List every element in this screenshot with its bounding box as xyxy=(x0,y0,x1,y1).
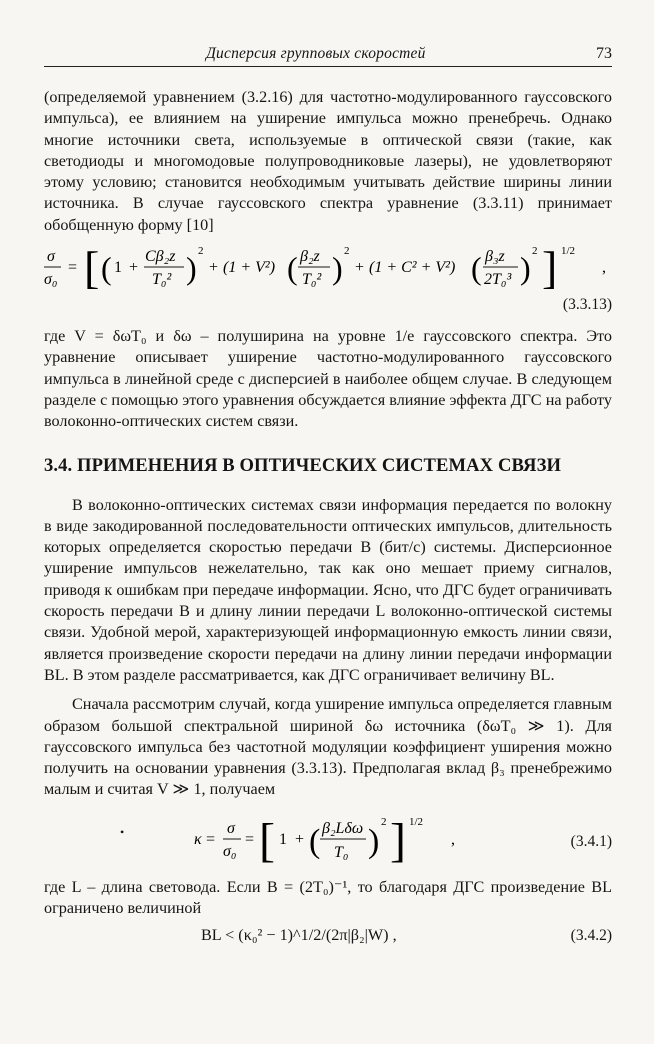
paragraph-intro: (определяемой уравнением (3.2.16) для частотно-модулированного гауссовского импульса), ее влиянием на уширение импульса можно пренебречь. Однако многие источники света, используемые в оптической связи (такие, как светодиоды и многомодовые полупроводниковые лазеры), не удовлетворяют этому условию; становится необходимым учитывать действие ширины линии источника. В случае гауссовского спектра уравнение (3.3.11) принимает обобщенную форму [10] xyxy=(44,88,612,234)
eq2-den: T₀ xyxy=(334,843,349,861)
running-head xyxy=(44,44,612,67)
eq1-term3-coef: (1 + C² + V²) xyxy=(369,259,456,277)
eq1-left-bracket: [ xyxy=(84,242,100,294)
section-heading: 3.4. ПРИМЕНЕНИЯ В ОПТИЧЕСКИХ СИСТЕМАХ СВЯЗИ xyxy=(44,454,562,476)
eq2-right-bracket: ] xyxy=(390,813,406,867)
eq1-term2-num: β₂z xyxy=(300,248,320,266)
eq2-plus: + xyxy=(295,830,305,848)
equation-number-3-3-13: (3.3.13) xyxy=(562,296,612,314)
eq1-term2-sq: 2 xyxy=(344,245,350,258)
eq2-paren-close: ) xyxy=(368,822,380,860)
eq1-term3-den: 2T₀³ xyxy=(484,271,512,289)
eq1-term1-num: Cβ₂z xyxy=(145,248,176,266)
eq1-plus-1: + xyxy=(129,259,139,277)
equation-3-4-2-formula: BL < (κ₀² − 1)^1/2/(2π|β₂|W) , xyxy=(201,926,397,945)
eq1-lhs-den: σ₀ xyxy=(44,271,58,289)
stray-mark: • xyxy=(120,824,125,839)
equation-3-4-1-formula xyxy=(194,809,614,871)
book-page xyxy=(0,44,654,1044)
paragraph-first-case: Сначала рассмотрим случай, когда уширение импульса определяется главным образом большой спектральной шириной δω источника (δωT₀ ≫ 1). Для гауссовского импульса без частотной модуляции коэффициент уширения можно получить на основании уравнения (3.3.13). Предполагая вклад β₃ пренебрежимо малым и считая V ≫ 1, получаем xyxy=(44,695,612,799)
eq1-term1-sq: 2 xyxy=(198,245,204,258)
eq1-paren-close-3: ) xyxy=(520,250,531,287)
paragraph-explanation: где V = δωT₀ и δω – полуширина на уровне 1/e гауссовского спектра. Это уравнение описывает уширение частотно-модулированного гауссовского импульса в линейной среде с дисперсией в наиболее общем случае. В следующем разделе с помощью этого уравнения обсуждается влияние эффекта ДГС на работу волоконно-оптических систем связи. xyxy=(44,327,612,431)
equation-3-3-13 xyxy=(44,240,612,296)
eq1-term2-den: T₀² xyxy=(302,271,322,289)
equation-3-4-2 xyxy=(44,924,612,950)
eq1-term3-sq: 2 xyxy=(532,245,538,258)
eq2-comma: , xyxy=(451,830,455,848)
equation-3-3-13-number-row xyxy=(44,296,612,318)
eq2-left-bracket: [ xyxy=(259,813,275,867)
paragraph-length: где L – длина световода. Если B = (2T₀)⁻¹, то благодаря ДГС произведение BL ограничено величиной xyxy=(44,877,612,918)
running-title: Дисперсия групповых скоростей xyxy=(206,45,426,62)
paragraph-systems: В волоконно-оптических системах связи информация передается по волокну в виде закодированной последовательности оптических импульсов, длительность которых определяется скоростью передачи B (бит/с) системы. Дисперсионное уширение импульсов нежелательно, так как оно мешает приему сигналов, приводя к ошибкам при передаче информации. Ясно, что ДГС будет ограничивать скорость передачи B и длину линии передачи L волоконно-оптической системы связи. Удобной мерой, характеризующей информационную емкость линии связи, является произведение скорости передачи на длину линии передачи информации BL. В этом разделе рассматривается, как ДГС ограничивает величину BL. xyxy=(44,495,612,684)
eq1-paren-close-1: ) xyxy=(186,250,197,287)
equation-3-4-1 xyxy=(44,809,612,871)
eq1-paren-open-2: ( xyxy=(287,250,298,287)
eq2-equals-2: = xyxy=(245,830,255,848)
eq1-comma: , xyxy=(602,259,606,277)
eq2-equals-1: = xyxy=(206,830,216,848)
eq1-right-bracket: ] xyxy=(542,242,558,294)
eq2-kappa: κ xyxy=(194,830,202,848)
page-number: 73 xyxy=(596,45,612,62)
equation-3-3-13-formula xyxy=(44,240,612,296)
eq2-one: 1 xyxy=(279,830,287,848)
eq1-term3-num: β₃z xyxy=(485,248,505,266)
eq1-paren-open-1: ( xyxy=(101,250,112,287)
eq1-paren-open-3: ( xyxy=(471,250,482,287)
eq1-term1-den: T₀² xyxy=(152,271,172,289)
eq2-lhs-num: σ xyxy=(227,819,235,837)
eq2-lhs-den: σ₀ xyxy=(223,842,237,860)
eq2-num: β₂Lδω xyxy=(322,819,364,837)
equation-number-3-4-1: (3.4.1) xyxy=(570,832,612,850)
eq1-equals: = xyxy=(68,259,78,277)
eq1-lhs-num: σ xyxy=(47,248,55,266)
eq2-outer-exp: 1/2 xyxy=(409,815,424,828)
equation-number-3-4-2: (3.4.2) xyxy=(570,927,612,945)
eq2-sq: 2 xyxy=(381,815,387,828)
eq1-plus-2: + xyxy=(209,259,219,277)
eq1-outer-exp: 1/2 xyxy=(561,245,576,258)
eq1-plus-3: + xyxy=(355,259,365,277)
eq1-term2-coef: (1 + V²) xyxy=(223,259,276,277)
eq1-paren-close-2: ) xyxy=(332,250,343,287)
eq2-paren-open: ( xyxy=(309,822,321,860)
eq1-one: 1 xyxy=(114,259,122,277)
